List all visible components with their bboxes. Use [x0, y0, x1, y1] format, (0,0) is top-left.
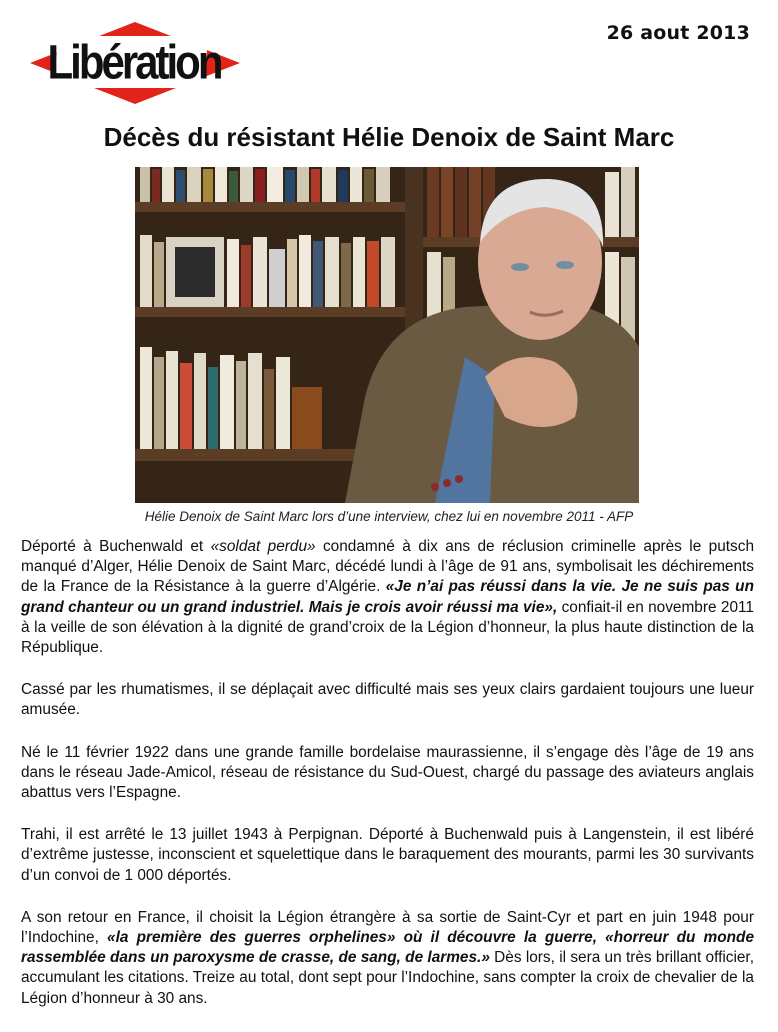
p1-text-c: condamné à dix ans de réclusion criminelle après le putsch manqué d’Alger, Hélie Denoix de Saint Marc, décédé lundi à l’âge de 91 ans, symbolisait les déchirements de la France de la Résistance à la guerre d’Algérie. — [21, 538, 755, 596]
p1-quote-reussi: «Je n’ai pas réussi dans la vie. Je ne suis pas un grand chanteur ou un grand industriel. Mais je crois avoir réussi ma vie», — [21, 578, 754, 616]
paragraph-4: Trahi, il est arrêté le 13 juillet 1943 à Perpignan. Déporté à Buchenwald puis à Langenstein, il est libéré d’extrême justesse, inconscient et squelettique dans le baraquement des mourants, parmi les 30 survivants d’un convoi de 1 000 déportés. — [21, 826, 754, 884]
article-title: Décès du résistant Hélie Denoix de Saint Marc — [103, 122, 675, 152]
p5-text-c: Dès lors, il sera un très brillant officier, accumulant les citations. Treize au total, dont sept pour l’Indochine, sans compter la croix de chevalier de la Légion d’honneur à 30 ans. — [21, 949, 754, 1007]
svg-text:Libération: Libération — [47, 34, 221, 90]
paragraph-1 — [21, 537, 754, 658]
p5-text-a: A son retour en France, il choisit la Légion étrangère à sa sortie de Saint-Cyr et part en juin 1948 pour l’Indochine, — [21, 908, 754, 947]
p5-quote-guerre: «la première des guerres orphelines» où il découvre la guerre, «horreur du monde rassemblée dans un paroxysme de crasse, de sang, de larmes.» — [21, 929, 755, 967]
publication-date: 26 aout 2013 — [606, 22, 750, 44]
portrait-photo — [135, 167, 639, 503]
p1-text-a: Déporté à Buchenwald et — [21, 538, 211, 555]
paragraph-5 — [21, 908, 754, 1009]
paragraph-2: Cassé par les rhumatismes, il se déplaçait avec difficulté mais ses yeux clairs gardaient toujours une lueur amusée. — [21, 681, 754, 719]
liberation-logo — [30, 22, 240, 104]
article-body — [21, 537, 754, 1031]
p1-text-e: confiait-il en novembre 2011 à la veille de son élévation à la dignité de grand’croix de la Légion d’honneur, la plus haute distinction de la République. — [21, 598, 754, 657]
p1-quote-soldat: «soldat perdu» — [210, 538, 316, 555]
paragraph-3: Né le 11 février 1922 dans une grande famille bordelaise maurassienne, il s’engage dès l’âge de 19 ans dans le réseau Jade-Amicol, réseau de résistance du Sud-Ouest, chargé du passage des aviateurs anglais abattus vers l’Espagne. — [21, 743, 754, 802]
photo-caption: Hélie Denoix de Saint Marc lors d’une interview, chez lui en novembre 2011 - AFP — [144, 509, 634, 524]
